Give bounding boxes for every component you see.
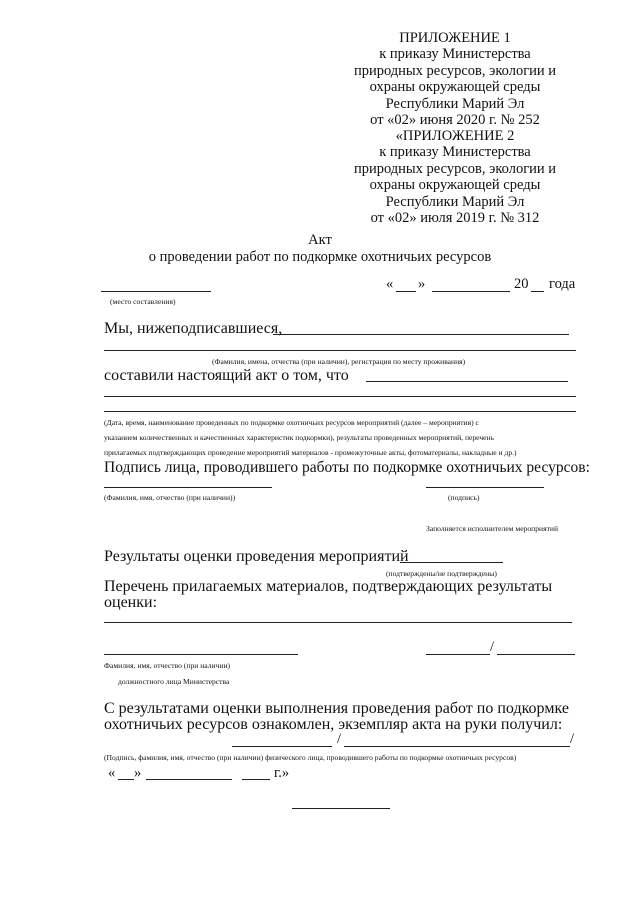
date-year-prefix: 20 [514,276,529,292]
we-signed-caption: (Фамилия, имена, отчества (при наличии), регистрация по месту проживания) [212,357,466,366]
final-quote-close: » [134,765,142,781]
act-title: Акт [308,232,332,248]
we-signed-line-1[interactable] [273,334,569,335]
final-quote-open: « [108,765,116,781]
appendix-2-line-1: к приказу Министерства [379,144,531,161]
official-signature-line[interactable] [426,654,490,655]
date-quote-open: « [386,276,394,292]
performer-signature-line[interactable] [426,487,544,488]
final-name-line[interactable] [344,746,570,747]
place-field-line[interactable] [101,291,211,292]
official-fio-line[interactable] [104,654,298,655]
final-signature-line[interactable] [232,746,332,747]
final-slash-1: / [337,731,342,747]
appendix-1-title: ПРИЛОЖЕНИЕ 1 [399,30,511,46]
date-year-suffix: года [549,276,576,292]
acquainted-line-1: С результатами оценки выполнения проведения работ по подкормке [104,700,569,717]
composed-line-3[interactable] [104,411,576,412]
official-caption-1: Фамилия, имя, отчество (при наличии) [104,661,231,670]
appendix-2-line-5: от «02» июля 2019 г. № 312 [370,210,540,227]
official-slash: / [490,639,495,655]
appendix-1-header [330,30,580,128]
date-quote-close: » [418,276,426,292]
composed-line-1[interactable] [366,381,568,382]
date-year-line[interactable] [531,291,544,292]
appendix-2-line-3: охраны окружающей среды [369,177,541,194]
signature-heading: Подпись лица, проводившего работы по подкормке охотничьих ресурсов: [104,459,590,476]
performer-fio-line[interactable] [104,487,272,488]
appendix-2-title: «ПРИЛОЖЕНИЕ 2 [395,128,515,144]
details-caption-1: (Дата, время, наименование проведенных по подкормке охотничьих ресурсов мероприятий (далее – мероприятия) с [104,418,479,427]
final-slash-2: / [570,731,575,747]
official-caption-2: должностного лица Министерства [118,677,230,686]
we-signed-line-2[interactable] [104,350,576,351]
results-field-line[interactable] [400,562,503,563]
final-day-line[interactable] [118,779,134,780]
performer-signature-caption: (подпись) [448,493,480,502]
final-caption: (Подпись, фамилия, имя, отчество (при наличии) физического лица, проводившего работы по подкормке охотничьих ресурсов) [104,753,517,762]
filled-by-note: Заполняется исполнителем мероприятий [426,524,559,533]
appendix-2-line-4: Республики Марий Эл [385,193,525,210]
appendix-1-line-1: к приказу Министерства [379,46,531,63]
closing-separator [292,808,390,809]
composed-label: составили настоящий акт о том, что [104,367,349,384]
appendix-2-line-2: природных ресурсов, экологии и [353,160,557,177]
we-signed-label: Мы, нижеподписавшиеся, [104,320,283,337]
acquainted-line-2: охотничьих ресурсов ознакомлен, экземпляр акта на руки получил: [104,716,563,733]
results-caption: (подтверждены/не подтверждены) [386,569,497,578]
official-name-line[interactable] [497,654,575,655]
appendix-2-header [330,128,580,226]
date-day-line[interactable] [396,291,416,292]
final-month-line[interactable] [146,779,232,780]
act-subtitle: о проведении работ по подкормке охотничьих ресурсов [148,249,492,265]
details-caption-2: указанием количественных и качественных характеристик подкормки), результаты проведенных мероприятий, перечень [104,433,495,442]
results-label: Результаты оценки проведения мероприятий [104,548,409,565]
appendix-1-line-4: Республики Марий Эл [385,95,525,112]
appendix-1-line-2: природных ресурсов, экологии и [353,62,557,79]
date-month-line[interactable] [432,291,510,292]
materials-line[interactable] [104,622,572,623]
appendix-1-line-3: охраны окружающей среды [369,79,541,96]
materials-label-1: Перечень прилагаемых материалов, подтверждающих результаты [104,578,553,595]
composed-line-2[interactable] [104,396,576,397]
materials-label-2: оценки: [104,594,158,611]
details-caption-3: прилагаемых подтверждающих проведение мероприятий материалов - промежуточные акты, фотоматериалы, накладные и др.) [104,448,517,457]
place-caption: (место составления) [110,297,176,306]
performer-fio-caption: (Фамилия, имя, отчество (при наличии)) [104,493,236,502]
final-year-suffix: г.» [274,765,290,781]
appendix-1-line-5: от «02» июня 2020 г. № 252 [370,112,540,129]
final-year-line[interactable] [242,779,270,780]
